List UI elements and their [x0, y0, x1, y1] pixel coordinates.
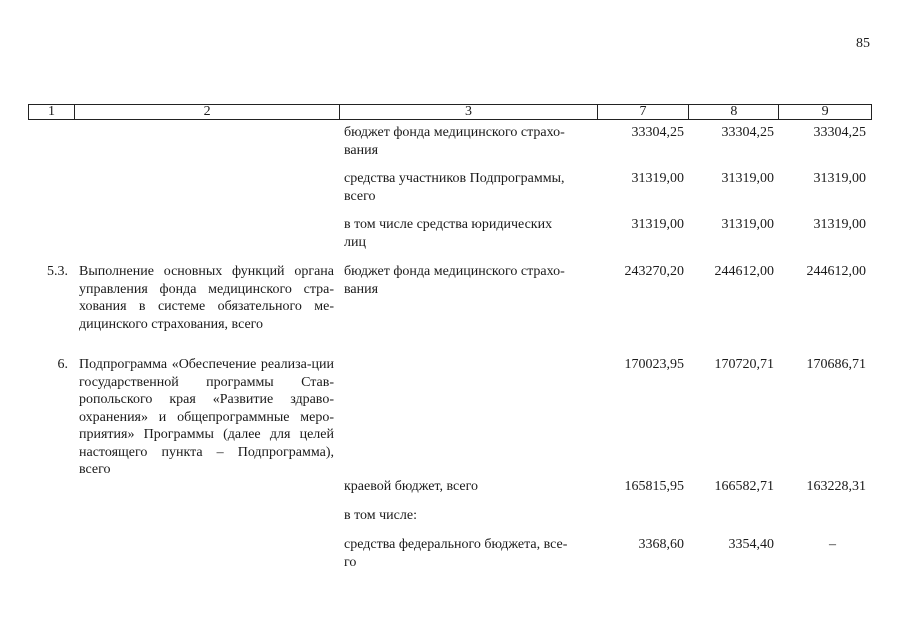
header-col-8: 8 [689, 105, 779, 119]
row-7-source: средства федерального бюджета, все- го [344, 537, 568, 570]
row-4-col9: 170686,71 [806, 357, 866, 372]
row-0-col7: 33304,25 [631, 125, 684, 140]
row-2-col9: 31319,00 [813, 217, 866, 232]
row-0-source: бюджет фонда медицинского страхо- вания [344, 125, 565, 158]
row-7-col8: 3354,40 [728, 537, 774, 552]
row-5-source: краевой бюджет, всего [344, 479, 479, 494]
row-1-col7: 31319,00 [631, 171, 684, 186]
header-col-2: 2 [75, 105, 340, 119]
row-5-col8: 166582,71 [714, 479, 774, 494]
row-1-col9: 31319,00 [813, 171, 866, 186]
row-1-col8: 31319,00 [721, 171, 774, 186]
row-6-source: в том числе: [344, 508, 417, 523]
row-5-col9: 163228,31 [806, 479, 866, 494]
row-3-col9: 244612,00 [806, 264, 866, 279]
header-col-7: 7 [598, 105, 690, 119]
row-0-col9: 33304,25 [813, 125, 866, 140]
page-number: 85 [856, 36, 870, 51]
row-7-col7: 3368,60 [638, 537, 684, 552]
row-4-title: Подпрограмма «Обеспечение реализа-ции государственной программы Став-ропольского края «Развитие здраво-охранения» и общепрограммные меро-приятия» Программы (далее для целей настоящего пункта – Подпрограмма), всего [79, 357, 334, 477]
row-3-col8: 244612,00 [714, 264, 774, 279]
row-3-title: Выполнение основных функций органа управления фонда медицинского стра-хования в системе обязательного ме-дицинского страхования, всего [79, 264, 334, 332]
header-col-3: 3 [340, 105, 597, 119]
row-2-col8: 31319,00 [721, 217, 774, 232]
row-3-col7: 243270,20 [624, 264, 684, 279]
row-0-col8: 33304,25 [721, 125, 774, 140]
row-4-number: 6. [57, 357, 68, 372]
row-7-col9: – [829, 537, 836, 552]
header-col-1: 1 [29, 105, 75, 119]
table-header [28, 104, 872, 120]
row-1-source: средства участников Подпрограммы, всего [344, 171, 565, 204]
header-col-9: 9 [821, 104, 829, 119]
row-4-col7: 170023,95 [624, 357, 684, 372]
row-5-col7: 165815,95 [624, 479, 684, 494]
row-2-source: в том числе средства юридических лиц [344, 217, 553, 250]
row-3-source: бюджет фонда медицинского страхо- вания [344, 264, 565, 297]
row-2-col7: 31319,00 [631, 217, 684, 232]
row-4-col8: 170720,71 [714, 357, 774, 372]
row-3-number: 5.3. [47, 264, 68, 279]
